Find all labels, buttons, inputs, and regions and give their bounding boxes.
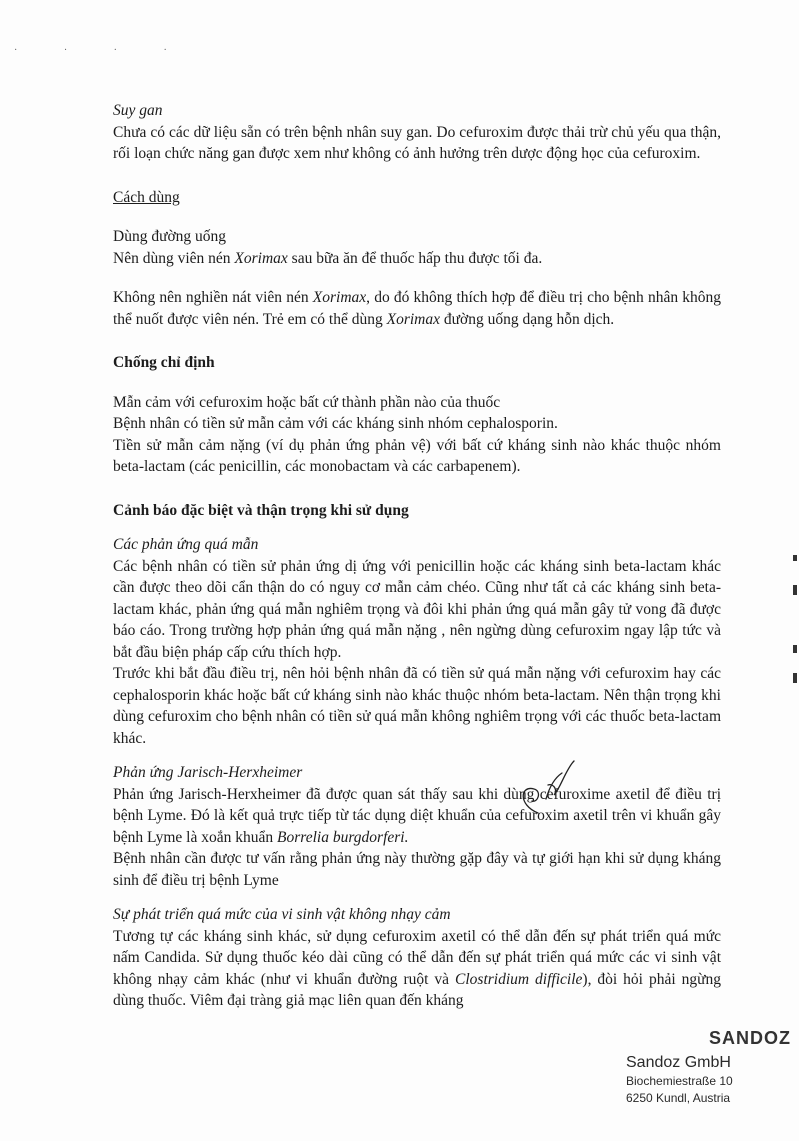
usage-line-2-suffix: sau bữa ăn để thuốc hấp thu được tối đa. (287, 249, 543, 267)
scan-edge-marks (789, 555, 797, 685)
brand-name: Xorimax (386, 310, 440, 328)
jarisch-subtitle: Phản ứng Jarisch-Herxheimer (113, 764, 303, 781)
handwritten-signature (508, 755, 580, 821)
overgrowth-part1: Tương tự các kháng sinh khác, sử dụng cefuroxim axetil có thể dẫn đến sự phát triển quá mức nấm Candida. Sử dụng thuốc kéo dài cũng có thể dẫn đến sự phát triển quá mức các vi sinh vật không nhạy cảm khác (như vi khuẩn đường ruột và (113, 927, 721, 988)
liver-subtitle: Suy gan (113, 102, 163, 119)
jarisch-paragraph-2: Bệnh nhân cần được tư vấn rằng phản ứng này thường gặp đây và tự giới hạn khi sử dụng kháng sinh để điều trị bệnh Lyme (113, 850, 721, 889)
contraindications-heading: Chống chỉ định (113, 354, 215, 371)
stamp-company-name: Sandoz GmbH (626, 1053, 731, 1071)
hypersensitivity-paragraph-1: Các bệnh nhân có tiền sử phản ứng dị ứng với penicillin hoặc các kháng sinh beta-lactam khác cần được theo dõi cẩn thận do có nguy cơ mẫn cảm chéo. Cũng như tất cả các kháng sinh beta-lactam khác, phản ứng quá mẫn nghiêm trọng và đôi khi phản ứng quá mẫn gây tử vong đã được báo cáo. Trong trường hợp phản ứng quá mẫn nặng , nên ngừng dùng cefuroxim ngay lập tức và bắt đầu biện pháp cấp cứu thích hợp. (113, 557, 721, 661)
usage-line-2-prefix: Nên dùng viên nén (113, 249, 235, 267)
overgrowth-part2: ), đòi hỏi phải ngừng dùng thuốc. Viêm đại tràng giả mạc liên quan đến kháng (113, 970, 721, 1009)
stamp-city: 6250 Kundl, Austria (626, 1091, 731, 1105)
contraindication-line-3: Tiền sử mẫn cảm nặng (ví dụ phản ứng phản vệ) với bất cứ kháng sinh nào khác thuộc nhóm beta-lactam (các penicillin, các monobactam và các carbapenem). (113, 436, 721, 475)
usage-para2-part2: , do đó không thích hợp để điều trị cho bệnh nhân không thể nuốt được viên nén. Trẻ em có thể dùng (113, 289, 721, 328)
usage-subtitle: Cách dùng (113, 188, 180, 206)
stamp-street: Biochemiestraße 10 (626, 1074, 733, 1088)
contraindication-line-2: Bệnh nhân có tiền sử mẫn cảm với các kháng sinh nhóm cephalosporin. (113, 415, 558, 432)
company-stamp (626, 1028, 791, 1107)
jarisch-para1-text: Phản ứng Jarisch-Herxheimer đã được quan sát thấy sau khi dùng cefuroxime axetil để điều trị bệnh Lyme. Đó là kết quả trực tiếp từ tác dụng diệt khuẩn của cefuroxim axetil trên vi khuẩn gây bệnh Lyme là xoắn khuẩn (113, 785, 721, 846)
hypersensitivity-paragraph-2: Trước khi bắt đầu điều trị, nên hỏi bệnh nhân đã có tiền sử quá mẫn nặng với cefuroxim hay các cephalosporin khác hoặc bất cứ kháng sinh nào khác thuộc nhóm beta-lactam. Nên thận trọng khi dùng cefuroxim cho bệnh nhân có tiền sử quá mẫn không nghiêm trọng với các thuốc beta-lactam khác. (113, 665, 721, 747)
brand-name: Xorimax (234, 249, 288, 267)
jarisch-paragraph-1 (113, 784, 721, 849)
contraindication-line-1: Mẫn cảm với cefuroxim hoặc bất cứ thành phần nào của thuốc (113, 393, 501, 411)
brand-name: Xorimax (312, 289, 367, 306)
usage-para2-part1: Không nên nghiền nát viên nén (113, 289, 313, 306)
jarisch-para1-species: Borrelia burgdorferi. (277, 828, 409, 846)
overgrowth-paragraph (113, 926, 721, 1012)
scan-dots: · · · · (14, 45, 189, 56)
sandoz-logo: SANDOZ (709, 1028, 791, 1048)
warnings-heading: Cảnh báo đặc biệt và thận trọng khi sử dụng (113, 501, 409, 519)
usage-line-1: Dùng đường uống (113, 228, 227, 245)
overgrowth-subtitle: Sự phát triển quá mức của vi sinh vật không nhạy cảm (113, 906, 451, 923)
liver-paragraph: Chưa có các dữ liệu sẵn có trên bệnh nhân suy gan. Do cefuroxim được thải trừ chủ yếu qua thận, rối loạn chức năng gan được xem như không có ảnh hưởng trên dược động học của cefuroxim. (113, 123, 721, 162)
usage-paragraph-2 (113, 287, 721, 330)
usage-para2-part3: đường uống dạng hỗn dịch. (440, 310, 615, 328)
usage-line-2 (113, 248, 721, 270)
overgrowth-species: Clostridium difficile (455, 970, 583, 988)
page-content (113, 100, 721, 1012)
hypersensitivity-subtitle: Các phản ứng quá mẫn (113, 536, 259, 553)
